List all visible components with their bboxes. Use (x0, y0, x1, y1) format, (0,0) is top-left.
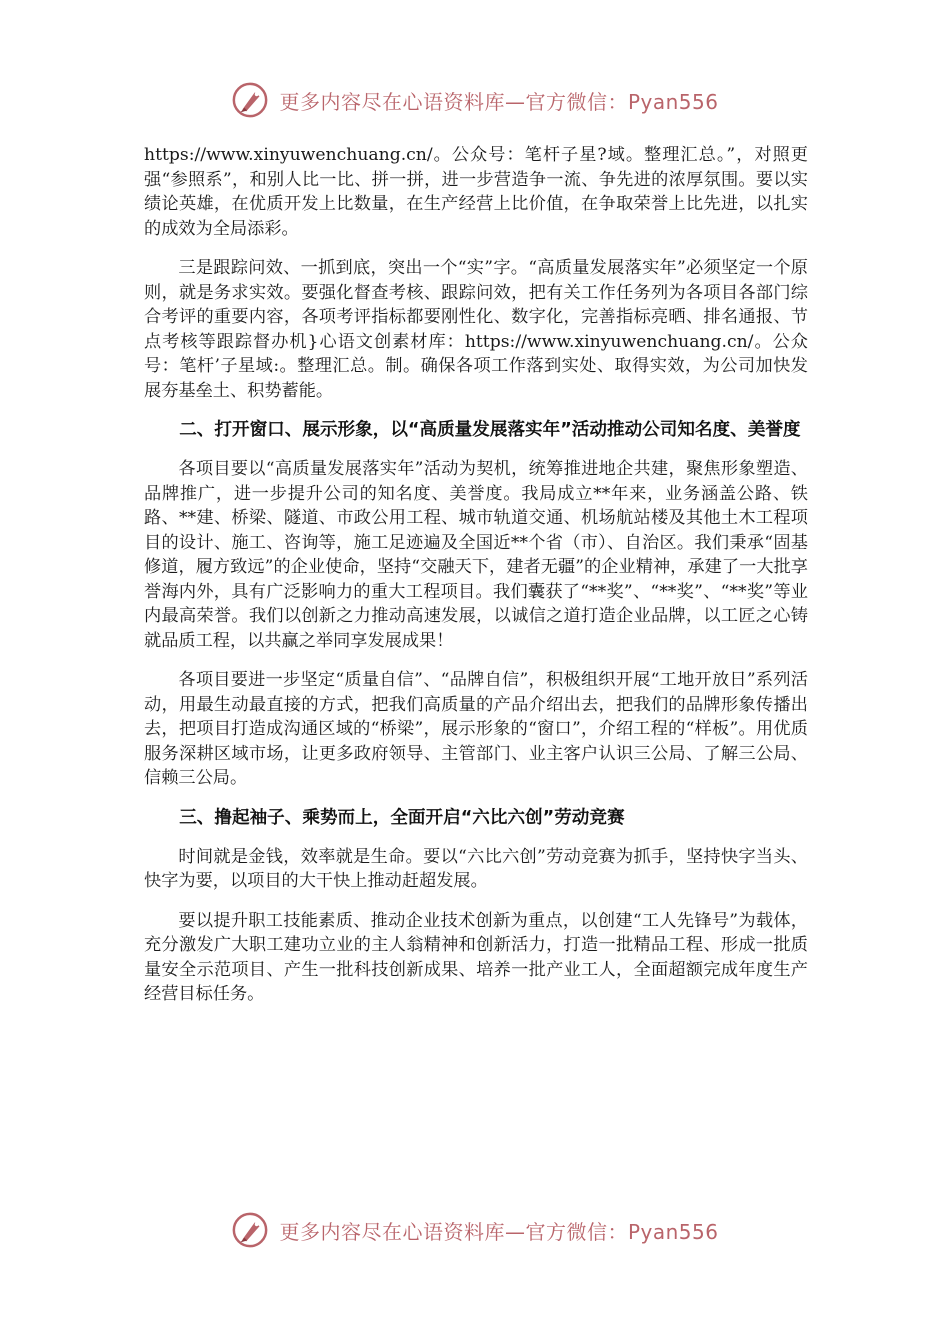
paragraph: 各项目要以“高质量发展落实年”活动为契机，统筹推进地企共建，聚焦形象塑造、品牌推广，进一步提升公司的知名度、美誉度。我局成立**年来，业务涵盖公路、铁路、**建、桥梁、隧道、市政公用工程、城市轨道交通、机场航站楼及其他土木工程项目的设计、施工、咨询等，施工足迹遍及全国近**个省（市）、自治区。我们秉承“固基修道，履方致远”的企业使命，坚持“交融天下，建者无疆”的企业精神，承建了一大批享誉海内外，具有广泛影响力的重大工程项目。我们囊获了“**奖”、“**奖”、“**奖”等业内最高荣誉。我们以创新之力推动高速发展，以诚信之道打造企业品牌，以工匠之心铸就品质工程，以共赢之举同享发展成果！ (144, 459, 808, 651)
paragraph: 各项目要进一步坚定“质量自信”、“品牌自信”，积极组织开展“工地开放日”系列活动，用最生动最直接的方式，把我们高质量的产品介绍出去，把我们的品牌形象传播出去，把项目打造成沟通区域的“桥梁”，展示形象的“窗口”，介绍工程的“样板”。用优质服务深耕区域市场，让更多政府领导、主管部门、业主客户认识三公局、了解三公局、信赖三公局。 (144, 670, 808, 788)
banner-text: 更多内容尽在心语资料库—官方微信：Pyan556 (279, 89, 719, 114)
pen-nib-icon (231, 1211, 269, 1249)
paragraph: 要以提升职工技能素质、推动企业技术创新为重点，以创建“工人先锋号”为载体，充分激发广大职工建功立业的主人翁精神和创新活力，打造一批精品工程、形成一批质量安全示范项目、产生一批科技创新成果、培养一批产业工人，全面超额完成年度生产经营目标任务。 (144, 910, 808, 1004)
section-heading: 三、撸起袖子、乘势而上，全面开启“六比六创”劳动竞赛 (179, 807, 625, 828)
pen-nib-icon (231, 81, 269, 119)
paragraph: https://www.xinyuwenchuang.cn/。公众号：笔杆子星?域。整理汇总。”，对照更强“参照系”，和别人比一比、拼一拼，进一步营造争一流、争先进的浓厚氛围。要以实绩论英雄，在优质开发上比数量，在生产经营上比价值，在争取荣誉上比先进，以扎实的成效为全局添彩。 (144, 145, 808, 239)
footer-banner (0, 1210, 950, 1250)
paragraph: 三是跟踪问效、一抓到底，突出一个“实”字。“高质量发展落实年”必须坚定一个原则，就是务求实效。要强化督查考核、跟踪问效，把有关工作任务列为各项目各部门综合考评的重要内容，各项考评指标都要刚性化、数字化，完善指标亮晒、排名通报、节点考核等跟踪督办机}心语文创素材库：https://www.xinyuwenchuang.cn/。公众号：笔杆’子星域:。整理汇总。制。确保各项工作落到实处、取得实效，为公司加快发展夯基垒土、积势蓄能。 (144, 258, 808, 401)
section-heading: 二、打开窗口、展示形象，以“高质量发展落实年”活动推动公司知名度、美誉度 (179, 420, 801, 440)
paragraph: 时间就是金钱，效率就是生命。要以“六比六创”劳动竞赛为抓手，坚持快字当头、快字为要，以项目的大干快上推动赶超发展。 (144, 846, 808, 891)
header-banner (0, 80, 950, 120)
banner-text: 更多内容尽在心语资料库—官方微信：Pyan556 (279, 1219, 719, 1244)
document-body (144, 143, 808, 1007)
